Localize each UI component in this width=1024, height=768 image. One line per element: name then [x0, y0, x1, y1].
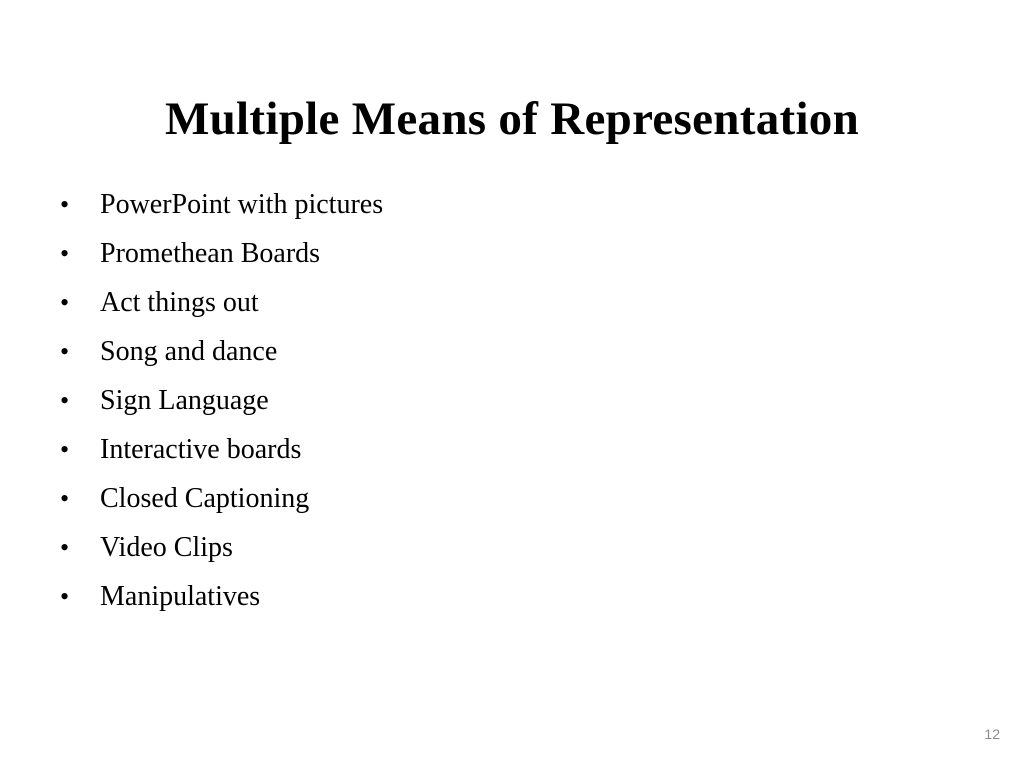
- bullet-icon: •: [60, 386, 70, 415]
- bullet-item: [60, 180, 383, 229]
- slide-title: Multiple Means of Representation: [164, 93, 860, 145]
- bullet-icon: •: [60, 239, 70, 268]
- bullet-item: [60, 229, 383, 278]
- bullet-icon: •: [60, 190, 70, 219]
- bullet-icon: •: [60, 288, 70, 317]
- bullet-item: [60, 572, 383, 621]
- bullet-text: PowerPoint with pictures: [100, 189, 384, 220]
- bullet-text: Interactive boards: [100, 434, 302, 465]
- bullet-item: [60, 523, 383, 572]
- bullet-icon: •: [60, 435, 70, 464]
- bullet-icon: •: [60, 337, 70, 366]
- bullet-item: [60, 278, 383, 327]
- bullet-item: [60, 327, 383, 376]
- bullet-text: Sign Language: [100, 385, 269, 416]
- bullet-text: Act things out: [100, 287, 259, 318]
- bullet-text: Closed Captioning: [100, 483, 310, 514]
- bullet-item: [60, 425, 383, 474]
- bullet-icon: •: [60, 484, 70, 513]
- bullet-item: [60, 474, 383, 523]
- bullet-list: [60, 180, 383, 621]
- bullet-text: Manipulatives: [100, 581, 261, 612]
- bullet-icon: •: [60, 582, 70, 611]
- page-number: 12: [984, 726, 1000, 742]
- bullet-text: Promethean Boards: [100, 238, 321, 269]
- bullet-text: Song and dance: [100, 336, 278, 367]
- bullet-text: Video Clips: [100, 532, 233, 563]
- bullet-icon: •: [60, 533, 70, 562]
- bullet-item: [60, 376, 383, 425]
